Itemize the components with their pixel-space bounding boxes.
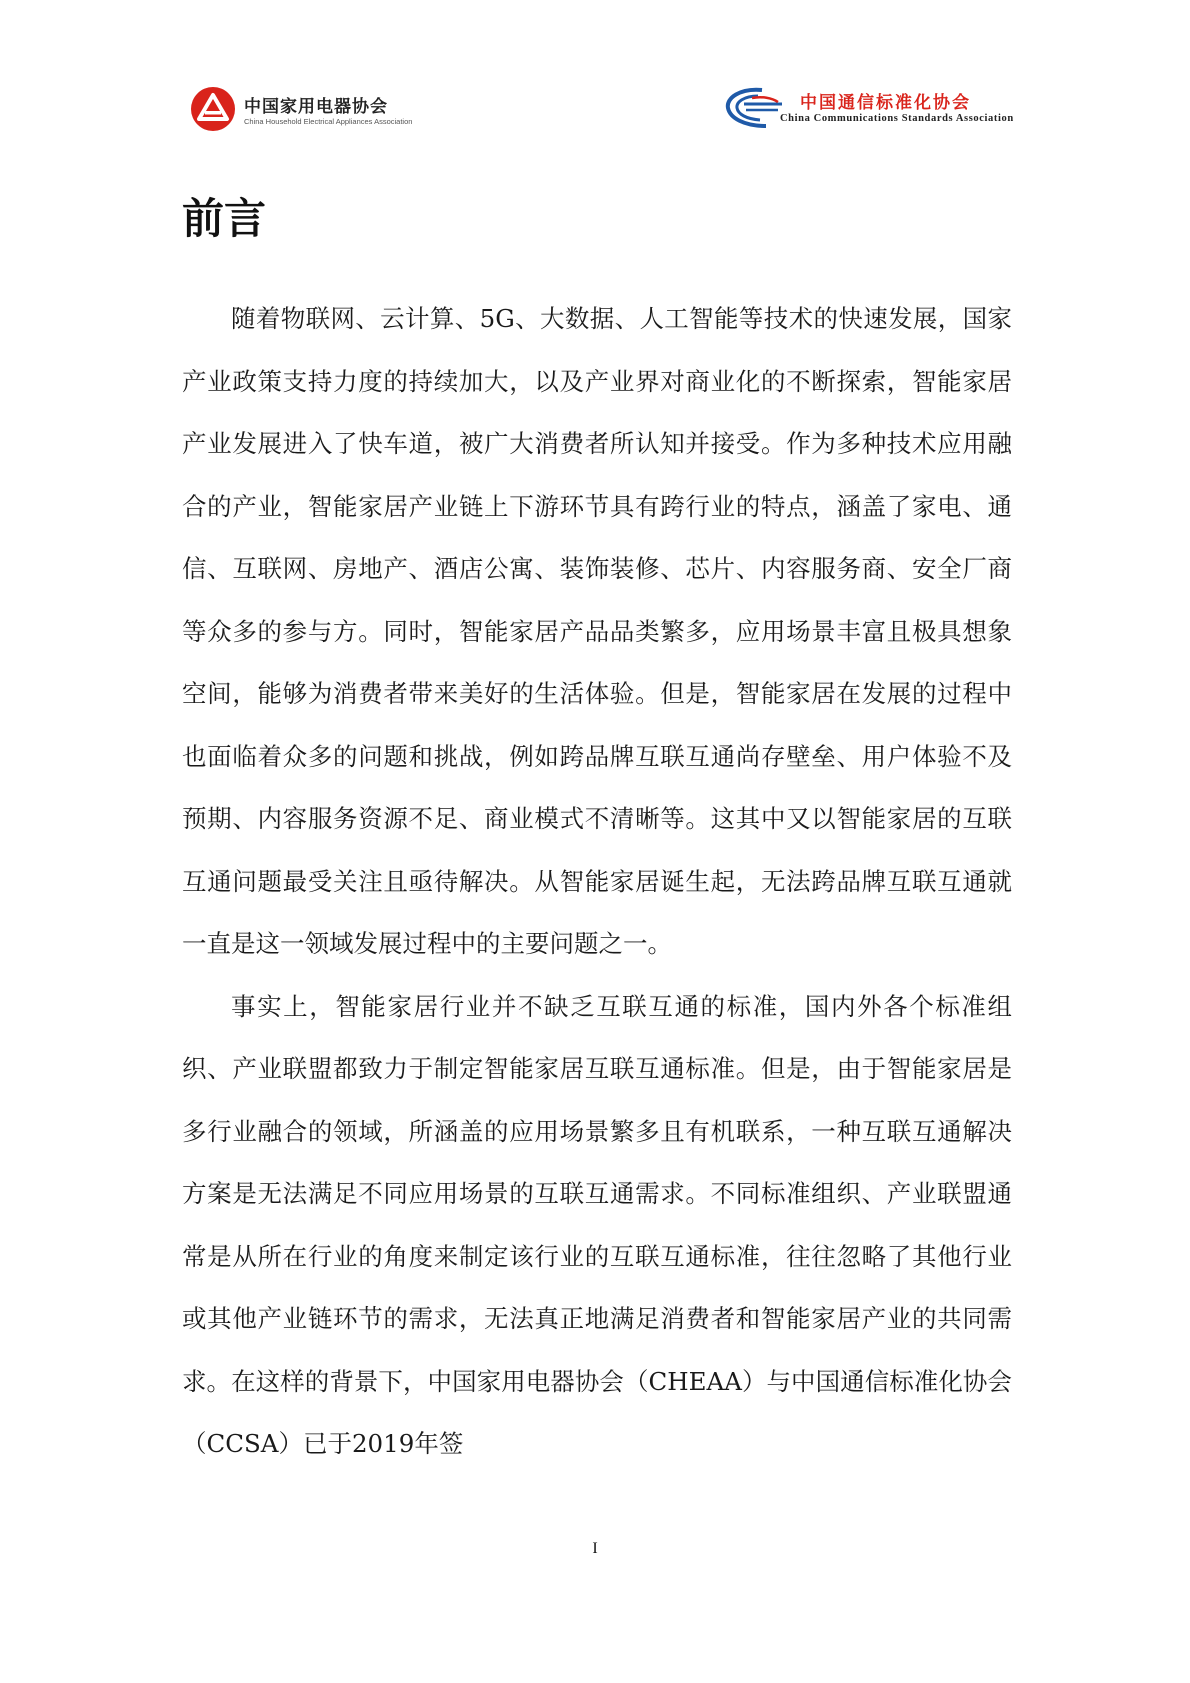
ccsa-name-en: China Communications Standards Association bbox=[780, 113, 1014, 124]
ccsa-name-cn: 中国通信标准化协会 bbox=[800, 93, 971, 113]
cheaa-header-logo bbox=[190, 86, 430, 136]
ccsa-logo-icon bbox=[722, 86, 784, 130]
paragraph-1: 随着物联网、云计算、5G、大数据、人工智能等技术的快速发展，国家产业政策支持力度的持续加大，以及产业界对商业化的不断探索，智能家居产业发展进入了快车道，被广大消费者所认知并接受。作为多种技术应用融合的产业，智能家居产业链上下游环节具有跨行业的特点，涵盖了家电、通信、互联网、房地产、酒店公寓、装饰装修、芯片、内容服务商、安全厂商等众多的参与方。同时，智能家居产品品类繁多，应用场景丰富且极具想象空间，能够为消费者带来美好的生活体验。但是，智能家居在发展的过程中也面临着众多的问题和挑战，例如跨品牌互联互通尚存壁垒、用户体验不及预期、内容服务资源不足、商业模式不清晰等。这其中又以智能家居的互联互通问题最受关注且亟待解决。从智能家居诞生起，无法跨品牌互联互通就一直是这一领域发展过程中的主要问题之一。 bbox=[182, 304, 1012, 958]
cheaa-name-en: China Household Electrical Appliances Association bbox=[244, 117, 413, 126]
cheaa-logo-icon bbox=[190, 86, 236, 132]
document-title: 前言 bbox=[182, 194, 267, 243]
cheaa-name-cn: 中国家用电器协会 bbox=[244, 97, 388, 117]
document-body bbox=[182, 288, 1012, 1476]
paragraph-2: 事实上，智能家居行业并不缺乏互联互通的标准，国内外各个标准组织、产业联盟都致力于制定智能家居互联互通标准。但是，由于智能家居是多行业融合的领域，所涵盖的应用场景繁多且有机联系，一种互联互通解决方案是无法满足不同应用场景的互联互通需求。不同标准组织、产业联盟通常是从所在行业的角度来制定该行业的互联互通标准，往往忽略了其他行业或其他产业链环节的需求，无法真正地满足消费者和智能家居产业的共同需求。在这样的背景下，中国家用电器协会（CHEAA）与中国通信标准化协会（CCSA）已于2019年签 bbox=[182, 991, 1012, 1458]
page-number: I bbox=[592, 1540, 598, 1557]
ccsa-header-logo bbox=[722, 86, 1022, 132]
